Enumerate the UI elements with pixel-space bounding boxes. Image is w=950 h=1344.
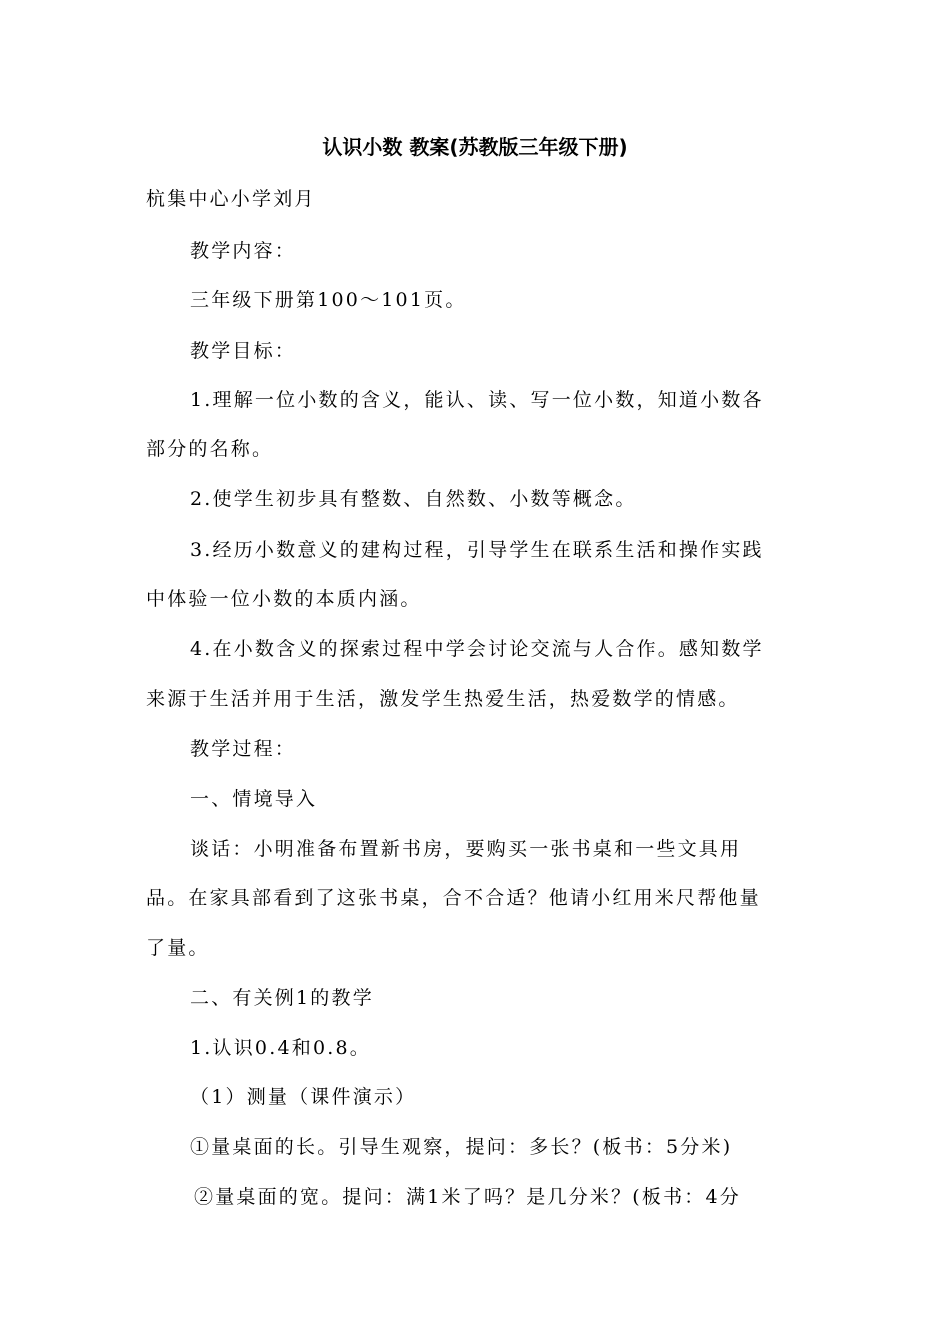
paragraph-line: 1.认识0.4和0.8。 <box>190 1037 371 1059</box>
paragraph-line: （1）测量（课件演示） <box>190 1086 417 1108</box>
paragraph-line: 品。在家具部看到了这张书桌，合不合适？他请小红用米尺帮他量 <box>146 887 761 909</box>
paragraph-line: 部分的名称。 <box>146 438 274 460</box>
section-heading: 教学过程： <box>190 738 297 760</box>
paragraph-line: 三年级下册第100～101页。 <box>190 289 467 311</box>
paragraph-line: 3.经历小数意义的建构过程，引导学生在联系生活和操作实践 <box>190 539 764 561</box>
section-heading: 教学内容： <box>190 240 297 262</box>
paragraph-line: ②量桌面的宽。提问：满1米了吗？是几分米？(板书：4分 <box>194 1186 741 1208</box>
paragraph-line: 中体验一位小数的本质内涵。 <box>146 588 422 610</box>
paragraph-line: 2.使学生初步具有整数、自然数、小数等概念。 <box>190 488 637 510</box>
paragraph-line: 来源于生活并用于生活，激发学生热爱生活，热爱数学的情感。 <box>146 688 740 710</box>
author-line: 杭集中心小学刘月 <box>146 188 316 210</box>
document-title: 认识小数 教案(苏教版三年级下册) <box>322 135 628 159</box>
paragraph-line: 4.在小数含义的探索过程中学会讨论交流与人合作。感知数学 <box>190 638 764 660</box>
paragraph-line: 1.理解一位小数的含义，能认、读、写一位小数，知道小数各 <box>190 389 764 411</box>
paragraph-line: 了量。 <box>146 937 210 959</box>
paragraph-line: 谈话：小明准备布置新书房，要购买一张书桌和一些文具用 <box>190 838 742 860</box>
section-heading: 一、情境导入 <box>190 788 318 810</box>
section-heading: 二、有关例1的教学 <box>190 987 374 1009</box>
paragraph-line: ①量桌面的长。引导生观察，提问：多长？(板书：5分米) <box>190 1136 733 1158</box>
section-heading: 教学目标： <box>190 340 297 362</box>
